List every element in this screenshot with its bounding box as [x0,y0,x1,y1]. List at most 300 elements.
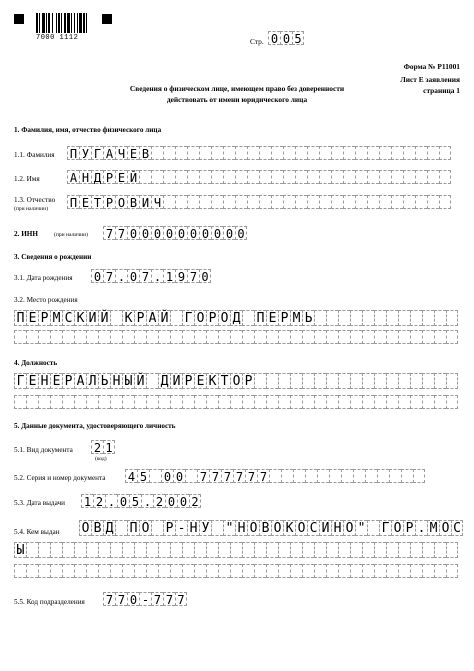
field-cell [170,330,182,344]
field-cell [413,469,425,483]
field-cell: Д [103,520,115,536]
field-cell: 0 [163,226,175,240]
field-cell: Р [103,195,115,209]
field-cell: 0 [127,226,139,240]
field-cell [379,170,391,184]
issued-by-field-line3[interactable] [14,564,458,578]
field-cell: Р [206,310,218,326]
field-cell: С [307,520,319,536]
field-cell [158,330,170,344]
field-cell [367,170,379,184]
field-cell: И [319,520,331,536]
field-cell [211,170,223,184]
field-cell [290,373,302,389]
field-cell [314,395,326,409]
field-cell: К [206,373,218,389]
barcode-number: 7000 1112 [36,34,79,42]
field-cell [266,373,278,389]
field-cell [295,195,307,209]
field-cell [38,330,50,344]
position-field-line2[interactable] [14,395,458,409]
field-cell: Й [98,310,110,326]
field-cell: И [139,195,151,209]
field-cell [206,542,218,558]
field-cell: К [122,310,134,326]
field-cell [403,146,415,160]
field-cell: В [91,520,103,536]
field-cell: Г [91,146,103,160]
field-cell [194,542,206,558]
field-cell: О [218,310,230,326]
field-cell [353,469,365,483]
field-cell [115,520,127,536]
field-cell [415,195,427,209]
name-field[interactable] [67,170,451,184]
field-cell [410,330,422,344]
field-cell [74,395,86,409]
field-cell: О [115,195,127,209]
field-cell: 2 [91,440,103,454]
subdivision-code-field[interactable] [103,592,187,606]
issued-by-field-line1[interactable] [79,520,463,536]
field-cell [410,542,422,558]
field-cell [194,330,206,344]
field-cell [314,310,326,326]
pob-label: 3.2. Место рождения [14,296,78,304]
field-cell [374,373,386,389]
field-cell [158,564,170,578]
sheet-label: Лист Е заявления [400,75,460,84]
field-cell [146,564,158,578]
field-cell [319,146,331,160]
field-cell [242,310,254,326]
field-cell [362,564,374,578]
field-cell: 7 [187,269,199,283]
field-cell: 0 [151,226,163,240]
patronymic-field[interactable] [67,195,451,209]
field-cell [254,373,266,389]
field-cell: 7 [221,469,233,483]
field-cell: Р [38,310,50,326]
barcode [36,13,100,33]
field-cell [14,330,26,344]
field-cell: 0 [173,469,185,483]
field-cell [98,564,110,578]
field-cell [223,170,235,184]
surname-label: 1.1. Фамилия [14,151,55,159]
field-cell [86,330,98,344]
field-cell [74,330,86,344]
field-cell [427,146,439,160]
field-cell: 1 [81,494,93,508]
field-cell [98,542,110,558]
field-cell: Р [62,373,74,389]
field-cell [386,395,398,409]
corner-marker-right [102,14,112,24]
field-cell [278,542,290,558]
inn-field[interactable] [103,226,247,240]
field-cell: 1 [163,269,175,283]
field-cell [50,330,62,344]
field-cell [343,195,355,209]
field-cell [355,195,367,209]
field-cell [355,146,367,160]
field-cell: П [67,195,79,209]
field-cell [50,564,62,578]
subdivision-label: 5.5. Код подразделения [14,598,85,606]
field-cell [367,146,379,160]
field-cell [343,146,355,160]
field-cell [427,170,439,184]
field-cell: 0 [199,226,211,240]
section1-title: 1. Фамилия, имя, отчество физического лица [14,126,162,134]
field-cell: Р [103,170,115,184]
field-cell: Й [127,170,139,184]
field-cell: Е [79,195,91,209]
field-cell: Н [331,520,343,536]
field-cell [223,195,235,209]
field-cell: К [74,310,86,326]
field-cell [271,170,283,184]
field-cell: Ч [151,195,163,209]
field-cell: М [427,520,439,536]
field-cell [182,395,194,409]
field-cell [379,195,391,209]
field-cell [86,395,98,409]
field-cell [401,469,413,483]
field-cell [38,542,50,558]
field-cell: Ы [14,542,26,558]
field-cell: Д [91,170,103,184]
field-cell: В [139,146,151,160]
field-cell [26,542,38,558]
field-cell [386,564,398,578]
field-cell: 0 [175,226,187,240]
field-cell [266,330,278,344]
field-cell: А [74,373,86,389]
field-cell: Р [403,520,415,536]
field-cell [446,310,458,326]
field-cell: О [439,520,451,536]
field-cell [374,310,386,326]
issued-by-field-line2[interactable] [14,542,458,558]
field-cell [199,170,211,184]
doc-type-field[interactable] [91,440,115,454]
field-cell [326,542,338,558]
field-cell: 0 [223,226,235,240]
field-cell [326,330,338,344]
pob-field-line1[interactable] [14,310,458,326]
field-cell [247,146,259,160]
field-cell [391,195,403,209]
field-cell: Н [187,520,199,536]
field-cell [26,395,38,409]
field-cell: О [194,310,206,326]
field-cell [398,395,410,409]
field-cell: Р [134,310,146,326]
field-cell: . [115,269,127,283]
field-cell [158,395,170,409]
field-cell [266,564,278,578]
field-cell [434,395,446,409]
field-cell: 0 [199,269,211,283]
field-cell [410,373,422,389]
field-cell [194,564,206,578]
field-cell: Ы [122,373,134,389]
field-cell [62,330,74,344]
field-cell [199,146,211,160]
field-cell [247,195,259,209]
page-number-cells [268,31,304,45]
field-cell [271,146,283,160]
field-cell [367,195,379,209]
field-cell [206,330,218,344]
field-cell: К [283,520,295,536]
field-cell [110,310,122,326]
field-cell [290,330,302,344]
field-cell: Ь [302,310,314,326]
field-cell [14,395,26,409]
field-cell [26,564,38,578]
field-cell: 0 [235,226,247,240]
field-cell [350,373,362,389]
field-cell: Т [91,195,103,209]
field-cell [185,469,197,483]
field-cell [389,469,401,483]
field-cell [259,170,271,184]
field-cell [230,395,242,409]
field-cell [302,330,314,344]
field-cell [379,146,391,160]
field-cell [326,310,338,326]
field-cell [386,373,398,389]
field-cell [317,469,329,483]
field-cell: Р [182,373,194,389]
field-cell [338,373,350,389]
field-cell [50,542,62,558]
patronymic-label: 1.3. Отчество [14,196,56,204]
field-cell: Е [26,310,38,326]
field-cell [134,395,146,409]
field-cell [223,146,235,160]
field-cell [278,395,290,409]
field-cell: 2 [189,494,201,508]
pob-field-line2[interactable] [14,330,458,344]
field-cell: У [79,146,91,160]
field-cell: . [151,269,163,283]
field-cell [434,330,446,344]
field-cell [134,564,146,578]
field-cell: В [259,520,271,536]
position-field-line1[interactable] [14,373,458,389]
field-cell: 2 [93,494,105,508]
field-cell [110,542,122,558]
field-cell [391,146,403,160]
field-cell [98,395,110,409]
field-cell: 5 [137,469,149,483]
section2-title: 2. ИНН [14,230,38,238]
field-cell [235,195,247,209]
field-cell: 9 [175,269,187,283]
field-cell: О [79,520,91,536]
field-cell [290,542,302,558]
field-cell [182,330,194,344]
field-cell [199,195,211,209]
field-cell [14,564,26,578]
field-cell [110,564,122,578]
field-cell [415,170,427,184]
patronymic-note: (при наличии) [14,206,49,212]
field-cell [343,170,355,184]
field-cell: Р [278,310,290,326]
field-cell: Е [50,373,62,389]
field-cell [386,330,398,344]
field-cell [410,564,422,578]
field-cell [211,195,223,209]
field-cell [338,330,350,344]
field-cell [329,469,341,483]
field-cell: 7 [139,269,151,283]
field-cell [146,542,158,558]
field-cell [110,330,122,344]
field-cell: " [355,520,367,536]
field-cell: Е [26,373,38,389]
field-cell: 7 [115,592,127,606]
field-cell: 5 [292,31,304,45]
field-cell [218,542,230,558]
field-cell [206,564,218,578]
field-cell [314,542,326,558]
field-cell [281,469,293,483]
field-cell [269,469,281,483]
field-cell [374,542,386,558]
field-cell: 1 [103,440,115,454]
field-cell [319,170,331,184]
field-cell [434,373,446,389]
field-cell [367,520,379,536]
field-cell [146,373,158,389]
field-cell: - [175,520,187,536]
field-cell [163,195,175,209]
field-cell [398,310,410,326]
field-cell [26,330,38,344]
field-cell: 7 [209,469,221,483]
field-cell [259,195,271,209]
field-cell [206,395,218,409]
doc-type-label: 5.1. Вид документа [14,446,73,454]
field-cell [446,542,458,558]
field-cell [283,146,295,160]
field-cell: Е [266,310,278,326]
field-cell [278,564,290,578]
field-cell [62,395,74,409]
field-cell [434,542,446,558]
field-cell [398,542,410,558]
field-cell [242,330,254,344]
field-cell [175,170,187,184]
field-cell [218,564,230,578]
field-cell [319,195,331,209]
field-cell [158,542,170,558]
section4-title: 4. Должность [14,359,58,367]
field-cell [422,373,434,389]
field-cell: 0 [187,226,199,240]
issue-date-field[interactable] [81,494,201,508]
field-cell [182,564,194,578]
field-cell [362,395,374,409]
series-label: 5.2. Серия и номер документа [14,474,106,482]
field-cell [307,170,319,184]
field-cell [218,330,230,344]
section3-title: 3. Сведения о рождении [14,253,92,261]
field-cell [254,330,266,344]
field-cell [235,146,247,160]
field-cell [326,395,338,409]
field-cell [302,542,314,558]
field-cell: 0 [91,269,103,283]
field-cell [247,170,259,184]
field-cell: В [127,195,139,209]
field-cell: 0 [161,469,173,483]
field-cell: С [451,520,463,536]
field-cell [314,330,326,344]
field-cell [134,330,146,344]
field-cell: Н [110,373,122,389]
field-cell: " [223,520,235,536]
field-cell: Е [115,170,127,184]
field-cell: И [86,310,98,326]
issued-by-label: 5.4. Кем выдан [14,528,60,536]
field-cell: 0 [127,269,139,283]
field-cell [74,542,86,558]
field-cell [365,469,377,483]
surname-field[interactable] [67,146,451,160]
field-cell [350,330,362,344]
field-cell [182,542,194,558]
field-cell [377,469,389,483]
field-cell: Д [158,373,170,389]
series-number-field[interactable] [125,469,425,483]
field-cell [439,195,451,209]
field-cell [350,395,362,409]
page-heading-line1: Сведения о физическом лице, имеющем право без доверенности [129,84,345,93]
field-cell [122,564,134,578]
field-cell [403,195,415,209]
field-cell: Г [14,373,26,389]
field-cell [98,330,110,344]
field-cell: П [254,310,266,326]
field-cell [290,564,302,578]
field-cell [295,170,307,184]
field-cell [362,542,374,558]
field-cell [331,195,343,209]
dob-field[interactable] [91,269,211,283]
field-cell [283,170,295,184]
field-cell: 0 [127,592,139,606]
field-cell: М [290,310,302,326]
field-cell: О [247,520,259,536]
field-cell: Й [134,373,146,389]
field-cell [254,542,266,558]
field-cell: 0 [280,31,292,45]
field-cell [254,564,266,578]
field-cell [434,564,446,578]
field-cell: 0 [177,494,189,508]
field-cell [278,330,290,344]
page-heading-line2: действовать от имени юридического лица [166,95,308,104]
field-cell [434,310,446,326]
field-cell [386,542,398,558]
